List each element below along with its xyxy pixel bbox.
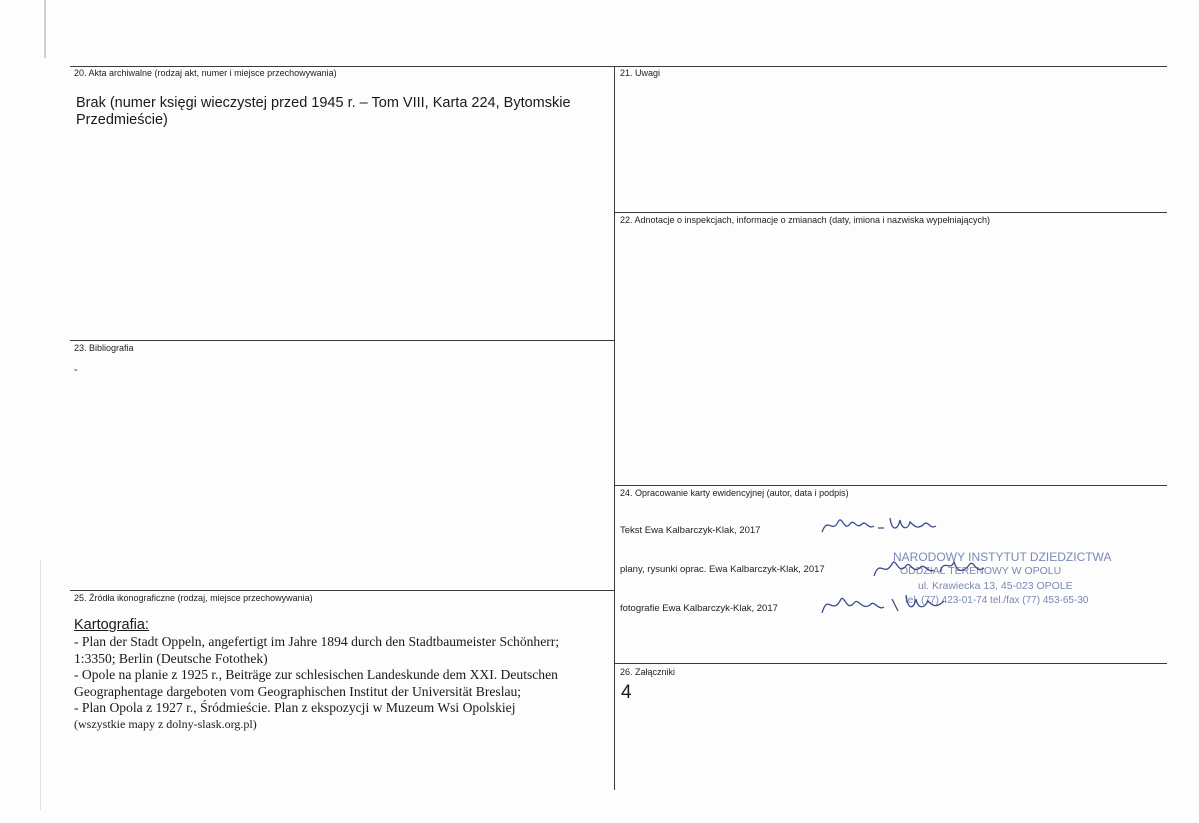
section-20-label: 20. Akta archiwalne (rodzaj akt, numer i miejsce przechowywania) xyxy=(74,68,337,78)
source-note: (wszystkie mapy z dolny-slask.org.pl) xyxy=(74,716,257,731)
section-23-label: 23. Bibliografia xyxy=(74,343,134,353)
rule-22 xyxy=(615,212,1167,213)
author-row-plans: plany, rysunki oprac. Ewa Kalbarczyk-Klak, 2017 xyxy=(620,564,825,575)
section-20-text: Brak (numer księgi wieczystej przed 1945 r. – Tom VIII, Karta 224, Bytomskie Przedmieście) xyxy=(76,95,571,128)
author-row-photos: fotografie Ewa Kalbarczyk-Klak, 2017 xyxy=(620,603,778,614)
section-26-label: 26. Załączniki xyxy=(620,667,676,677)
section-22-label: 22. Adnotacje o inspekcjach, informacje o zmianach (daty, imiona i nazwiska wypełniających) xyxy=(620,215,991,225)
section-25-label: 25. Źródła ikonograficzne (rodzaj, miejsce przechowywania) xyxy=(74,593,313,603)
section-21-label: 21. Uwagi xyxy=(620,68,661,78)
signature xyxy=(870,550,990,584)
signature xyxy=(818,585,958,621)
cartography-heading: Kartografia: xyxy=(74,617,149,633)
rule-25 xyxy=(70,590,614,591)
column-divider xyxy=(614,66,615,790)
source-item: - Opole na planie z 1925 r., Beiträge zur schlesischen Landeskunde dem XXI. Deutschen Geographentage dargeboten vom Geographischen Institut der Universität Breslau; xyxy=(74,667,558,699)
section-24-label: 24. Opracowanie karty ewidencyjnej (autor, data i podpis) xyxy=(620,488,849,498)
signature xyxy=(818,510,968,542)
attachments-count: 4 xyxy=(621,682,632,703)
rule-26 xyxy=(615,663,1167,664)
source-item: - Plan Opola z 1927 r., Śródmieście. Plan z ekspozycji w Muzeum Wsi Opolskiej xyxy=(74,700,516,715)
rule-24 xyxy=(615,485,1167,486)
top-rule xyxy=(70,66,1167,67)
scan-edge xyxy=(44,0,46,58)
author-row-text: Tekst Ewa Kalbarczyk-Klak, 2017 xyxy=(620,525,761,536)
rule-23 xyxy=(70,340,614,341)
section-23-text: - xyxy=(74,364,78,376)
iconographic-sources xyxy=(74,617,604,732)
scan-edge xyxy=(40,560,41,810)
source-item: - Plan der Stadt Oppeln, angefertigt im Jahre 1894 durch den Stadtbaumeister Schönherr; 1:3350; Berlin (Deutsche Fotothek) xyxy=(74,634,560,666)
